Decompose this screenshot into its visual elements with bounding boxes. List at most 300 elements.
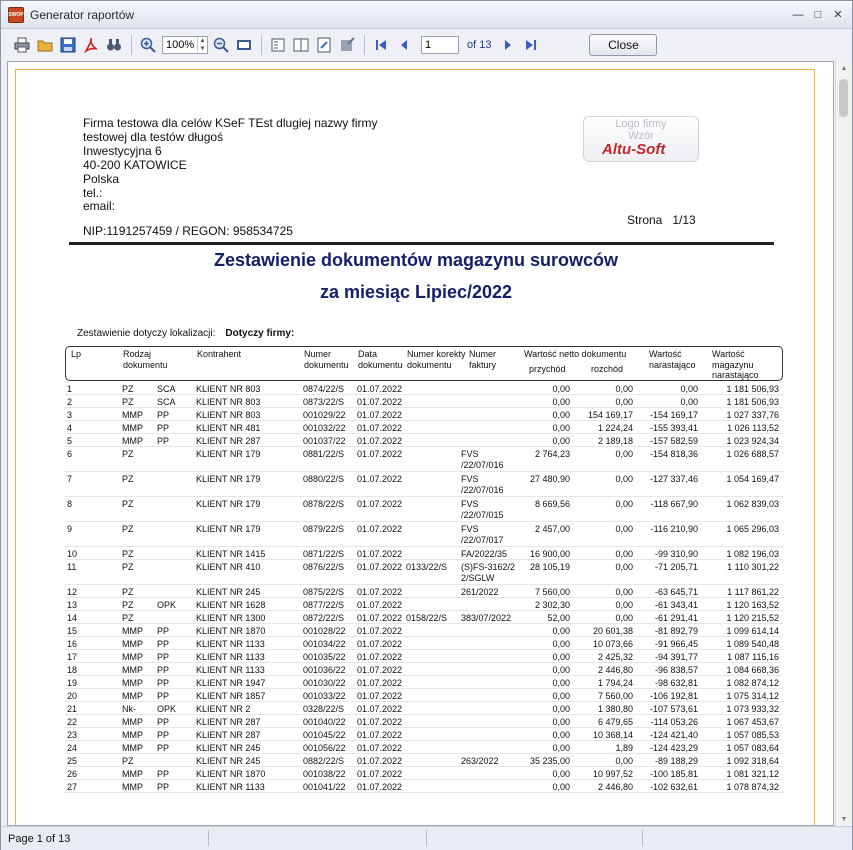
table-cell: 001037/22: [303, 436, 346, 446]
col-rodzaj: Rodzaj dokumentu: [123, 349, 168, 370]
window-title: Generator raportów: [30, 7, 135, 22]
table-cell: 2 446,80: [597, 782, 633, 792]
table-cell: KLIENT NR 1133: [196, 639, 265, 649]
table-cell: 0,00: [615, 524, 633, 534]
table-cell: 7 560,00: [597, 691, 633, 701]
table-cell: 35 235,00: [529, 756, 570, 766]
table-cell: 16 900,00: [529, 549, 570, 559]
table-cell: 8 669,56: [534, 499, 570, 509]
table-cell: 2 457,00: [534, 524, 570, 534]
table-cell: SCA: [157, 384, 176, 394]
table-cell: KLIENT NR 1133: [196, 665, 265, 675]
binoculars-icon: [106, 37, 122, 53]
table-cell: 1 224,24: [597, 423, 633, 433]
table-cell: MMP: [122, 652, 143, 662]
table-cell: 1 057 083,64: [726, 743, 779, 753]
table-cell: MMP: [122, 769, 143, 779]
report-meta: [77, 328, 294, 339]
table-row: [65, 624, 783, 637]
table-cell: -127 337,46: [649, 474, 698, 484]
table-cell: 20: [67, 691, 78, 701]
table-cell: 263/2022: [461, 756, 499, 766]
table-header: [65, 346, 783, 381]
table-cell: KLIENT NR 1947: [196, 678, 266, 688]
table-cell: 001033/22: [303, 691, 346, 701]
zoom-input[interactable]: [162, 36, 208, 54]
table-cell: -157 582,59: [649, 436, 698, 446]
table-row: [65, 754, 783, 767]
table-cell: 1 089 540,48: [726, 639, 779, 649]
table-cell: 21: [67, 704, 78, 714]
table-cell: 01.07.2022: [357, 410, 403, 420]
table-cell: 0,00: [552, 652, 570, 662]
toolbar-separator: [261, 35, 262, 55]
table-cell: PP: [157, 691, 170, 701]
table-cell: 18: [67, 665, 78, 675]
table-cell: -81 892,79: [654, 626, 698, 636]
table-cell: 0,00: [615, 397, 633, 407]
table-cell: 0,00: [552, 423, 570, 433]
table-cell: Nk-: [122, 704, 136, 714]
company-logo: [583, 116, 699, 162]
table-cell: PP: [157, 652, 170, 662]
table-row: [65, 767, 783, 780]
report-page: [15, 69, 815, 826]
printer-icon: [14, 37, 30, 53]
table-cell: 0,00: [552, 436, 570, 446]
table-cell: MMP: [122, 639, 143, 649]
table-cell: -99 310,90: [654, 549, 698, 559]
table-cell: 25: [67, 756, 78, 766]
table-cell: 0,00: [680, 397, 698, 407]
status-divider: [208, 830, 209, 846]
table-cell: 001034/22: [303, 639, 346, 649]
table-cell: 0,00: [552, 730, 570, 740]
close-button[interactable]: Close: [589, 34, 657, 56]
table-cell: 1 075 314,12: [726, 691, 779, 701]
scroll-thumb[interactable]: [839, 79, 848, 117]
table-cell: KLIENT NR 1300: [196, 613, 266, 623]
table-cell: 01.07.2022: [357, 436, 403, 446]
table-cell: 0,00: [615, 613, 633, 623]
table-cell: PZ: [122, 524, 134, 534]
table-cell: 0871/22/S: [303, 549, 345, 559]
table-cell: -98 632,81: [654, 678, 698, 688]
table-cell: PZ: [122, 449, 134, 459]
col-przychod: przychód: [529, 364, 566, 374]
page-setup-icon: [316, 37, 332, 53]
table-cell: -114 053,26: [650, 717, 698, 727]
table-cell: PZ: [122, 549, 134, 559]
maximize-icon[interactable]: □: [814, 8, 822, 21]
next-page-icon: [500, 37, 516, 53]
table-cell: FVS /22/07/015: [461, 499, 504, 520]
table-cell: 01.07.2022: [357, 549, 403, 559]
table-cell: -107 573,61: [649, 704, 698, 714]
table-cell: PP: [157, 626, 170, 636]
table-cell: KLIENT NR 1870: [196, 626, 266, 636]
table-cell: 1 120 163,52: [726, 600, 779, 610]
table-cell: 2 425,32: [597, 652, 633, 662]
table-cell: MMP: [122, 691, 143, 701]
table-cell: MMP: [122, 730, 143, 740]
zoom-out-icon: [213, 37, 229, 53]
table-cell: 0,00: [615, 587, 633, 597]
table-cell: MMP: [122, 423, 143, 433]
table-cell: 0,00: [552, 410, 570, 420]
table-cell: -61 291,41: [654, 613, 698, 623]
table-cell: PP: [157, 730, 170, 740]
table-cell: 0878/22/S: [303, 499, 345, 509]
table-cell: 0,00: [615, 549, 633, 559]
table-cell: 01.07.2022: [357, 600, 403, 610]
col-korekty: Numer korekty dokumentu: [407, 349, 466, 370]
table-cell: 0873/22/S: [303, 397, 345, 407]
table-cell: 01.07.2022: [357, 639, 403, 649]
first-page-button[interactable]: [370, 34, 392, 56]
table-cell: 1 062 839,03: [726, 499, 779, 509]
table-cell: 001036/22: [303, 665, 346, 675]
export-pdf-button[interactable]: [80, 34, 102, 56]
last-page-button[interactable]: [520, 34, 542, 56]
table-cell: 10: [67, 549, 78, 559]
table-cell: 0879/22/S: [303, 524, 345, 534]
table-cell: PP: [157, 410, 170, 420]
table-cell: PP: [157, 743, 170, 753]
status-divider: [642, 830, 643, 846]
table-cell: 20 601,38: [592, 626, 633, 636]
table-cell: 01.07.2022: [357, 524, 403, 534]
table-cell: 1,89: [615, 743, 633, 753]
table-cell: 01.07.2022: [357, 474, 403, 484]
table-cell: 27 480,90: [529, 474, 570, 484]
table-cell: 001028/22: [303, 626, 346, 636]
table-cell: 0,00: [552, 717, 570, 727]
table-cell: 01.07.2022: [357, 449, 403, 459]
table-cell: 0877/22/S: [303, 600, 345, 610]
table-cell: 1 082 874,12: [726, 678, 779, 688]
table-cell: 001029/22: [303, 410, 346, 420]
table-row: [65, 522, 783, 547]
table-cell: 19: [67, 678, 78, 688]
table-cell: PP: [157, 782, 170, 792]
table-cell: KLIENT NR 179: [196, 499, 261, 509]
table-cell: KLIENT NR 245: [196, 756, 261, 766]
company-line: Firma testowa dla celów KSeF TEst dlugiej nazwy firmy: [83, 116, 378, 130]
table-cell: MMP: [122, 410, 143, 420]
table-cell: PP: [157, 678, 170, 688]
last-page-icon: [523, 37, 539, 53]
table-cell: 15: [67, 626, 78, 636]
table-cell: PZ: [122, 613, 134, 623]
table-cell: 0133/22/S: [406, 562, 448, 572]
table-cell: 0,00: [552, 626, 570, 636]
table-cell: -106 192,81: [649, 691, 698, 701]
page-number-input[interactable]: [421, 36, 459, 54]
table-cell: PP: [157, 436, 170, 446]
table-cell: 1 078 874,32: [726, 782, 779, 792]
table-cell: 4: [67, 423, 73, 433]
table-cell: 0,00: [615, 600, 633, 610]
table-cell: 001038/22: [303, 769, 346, 779]
table-cell: KLIENT NR 803: [196, 384, 261, 394]
table-cell: 0874/22/S: [303, 384, 345, 394]
table-cell: KLIENT NR 803: [196, 410, 261, 420]
pdf-icon: [83, 37, 99, 53]
zoom-out-button[interactable]: [210, 34, 232, 56]
report-subtitle: za miesiąc Lipiec/2022: [319, 282, 513, 302]
table-cell: 0,00: [552, 782, 570, 792]
report-title: Zestawienie dokumentów magazynu surowców: [213, 250, 619, 270]
report-viewer[interactable]: [7, 61, 834, 826]
scroll-up-icon[interactable]: ▲: [840, 64, 848, 72]
table-cell: 5: [67, 436, 73, 446]
table-cell: 1 057 085,53: [726, 730, 779, 740]
table-cell: 01.07.2022: [357, 691, 403, 701]
col-narastajaco: Wartość narastająco: [649, 349, 696, 370]
single-page-button[interactable]: [267, 34, 289, 56]
table-cell: 1 027 337,76: [726, 410, 779, 420]
zoom-in-button[interactable]: [137, 34, 159, 56]
table-cell: 11: [67, 562, 77, 572]
table-cell: 0,00: [615, 384, 633, 394]
col-kontrahent: Kontrahent: [197, 349, 242, 359]
table-cell: 01.07.2022: [357, 652, 403, 662]
table-cell: PZ: [122, 384, 134, 394]
table-cell: -116 210,90: [650, 524, 698, 534]
table-cell: 0,00: [615, 449, 633, 459]
table-cell: KLIENT NR 179: [196, 449, 261, 459]
table-cell: 6: [67, 449, 73, 459]
table-cell: 2: [67, 397, 73, 407]
table-cell: KLIENT NR 179: [196, 474, 261, 484]
table-cell: 01.07.2022: [357, 730, 403, 740]
logo-brand: Altu-Soft: [602, 141, 666, 158]
table-cell: PZ: [122, 587, 134, 597]
table-cell: KLIENT NR 1133: [196, 652, 265, 662]
table-row: [65, 702, 783, 715]
meta-firm-label: Dotyczy firmy:: [225, 328, 295, 339]
col-numer: Numer dokumentu: [304, 349, 349, 370]
first-page-icon: [373, 37, 389, 53]
table-cell: 01.07.2022: [357, 717, 403, 727]
next-page-button[interactable]: [497, 34, 519, 56]
open-button[interactable]: [34, 34, 56, 56]
edit-button[interactable]: [336, 34, 358, 56]
table-cell: 01.07.2022: [357, 756, 403, 766]
table-cell: PP: [157, 423, 170, 433]
table-cell: 27: [67, 782, 78, 792]
table-cell: 001056/22: [303, 743, 346, 753]
page-number-value: 1: [425, 38, 432, 51]
table-cell: 1 026 113,52: [727, 423, 779, 433]
table-cell: KLIENT NR 481: [196, 423, 261, 433]
table-cell: 12: [67, 587, 78, 597]
table-cell: 1 026 688,57: [726, 449, 779, 459]
table-cell: 28 105,19: [529, 562, 570, 572]
table-cell: 0875/22/S: [303, 587, 345, 597]
table-row: [65, 741, 783, 754]
table-cell: 1 181 506,93: [726, 384, 779, 394]
table-cell: PZ: [122, 562, 134, 572]
table-row: [65, 650, 783, 663]
table-row: [65, 560, 783, 585]
company-line: email:: [83, 199, 116, 214]
table-cell: 383/07/2022: [461, 613, 512, 623]
table-cell: 01.07.2022: [357, 423, 403, 433]
minimize-icon[interactable]: —: [792, 8, 804, 21]
table-cell: 10 073,66: [592, 639, 633, 649]
company-line: tel.:: [83, 185, 103, 200]
table-cell: 01.07.2022: [357, 626, 403, 636]
table-cell: 52,00: [547, 613, 570, 623]
table-row: [65, 497, 783, 522]
table-cell: 26: [67, 769, 78, 779]
table-cell: 0,00: [552, 384, 570, 394]
table-cell: 1 117 861,22: [727, 587, 779, 597]
table-row: [65, 408, 783, 421]
vertical-scrollbar[interactable]: [835, 61, 851, 826]
col-data: Data dokumentu: [358, 349, 403, 370]
table-cell: 1 084 668,36: [726, 665, 779, 675]
table-cell: 0882/22/S: [303, 756, 345, 766]
table-cell: 0,00: [615, 499, 633, 509]
table-cell: KLIENT NR 410: [196, 562, 261, 572]
table-cell: KLIENT NR 245: [196, 587, 261, 597]
table-row: [65, 434, 783, 447]
table-cell: -124 423,29: [649, 743, 698, 753]
close-window-icon[interactable]: ✕: [833, 9, 843, 21]
table-cell: KLIENT NR 287: [196, 717, 261, 727]
table-cell: PZ: [122, 600, 134, 610]
table-cell: -61 343,41: [654, 600, 698, 610]
table-cell: 01.07.2022: [357, 743, 403, 753]
print-button[interactable]: [11, 34, 33, 56]
table-cell: PZ: [122, 474, 134, 484]
table-cell: 01.07.2022: [357, 397, 403, 407]
table-cell: 01.07.2022: [357, 384, 403, 394]
toolbar: [1, 30, 852, 59]
table-cell: MMP: [122, 436, 143, 446]
two-pages-button[interactable]: [290, 34, 312, 56]
table-row: [65, 728, 783, 741]
nip-regon: NIP:1191257459 / REGON: 958534725: [83, 224, 293, 238]
table-row: [65, 585, 783, 598]
table-cell: 0876/22/S: [303, 562, 345, 572]
zoom-in-icon: [140, 37, 156, 53]
table-cell: FVS /22/07/016: [461, 474, 504, 495]
table-cell: 2 302,30: [534, 600, 570, 610]
table-cell: KLIENT NR 1870: [196, 769, 266, 779]
zoom-spinner[interactable]: ▲ ▼: [197, 37, 207, 53]
table-cell: 001035/22: [303, 652, 346, 662]
table-cell: 01.07.2022: [357, 704, 403, 714]
meta-location-label: Zestawienie dotyczy lokalizacji:: [77, 328, 216, 339]
status-divider: [426, 830, 427, 846]
company-line: 40-200 KATOWICE: [83, 157, 187, 172]
table-row: [65, 637, 783, 650]
table-row: [65, 676, 783, 689]
table-cell: 8: [67, 499, 73, 509]
table-cell: 01.07.2022: [357, 562, 403, 572]
table-cell: OPK: [157, 704, 177, 714]
table-cell: FVS /22/07/016: [461, 449, 504, 470]
table-cell: PZ: [122, 397, 134, 407]
table-row: [65, 598, 783, 611]
table-cell: 9: [67, 524, 73, 534]
table-cell: 0,00: [552, 691, 570, 701]
table-cell: 1 081 321,12: [726, 769, 779, 779]
status-bar: [1, 826, 852, 850]
table-cell: MMP: [122, 665, 143, 675]
table-cell: KLIENT NR 179: [196, 524, 261, 534]
company-line: Polska: [83, 171, 120, 186]
table-cell: FA/2022/35: [461, 549, 508, 559]
table-row: [65, 382, 783, 395]
table-cell: 0328/22/S: [303, 704, 345, 714]
table-cell: KLIENT NR 803: [196, 397, 261, 407]
save-button[interactable]: [57, 34, 79, 56]
find-button[interactable]: [103, 34, 125, 56]
table-cell: 01.07.2022: [357, 769, 403, 779]
table-row: [65, 715, 783, 728]
table-cell: PP: [157, 665, 170, 675]
table-cell: 7: [67, 474, 73, 484]
page-setup-button[interactable]: [313, 34, 335, 56]
logo-watermark: Logo firmy Wzór: [615, 118, 667, 142]
table-cell: 1 794,24: [597, 678, 633, 688]
table-cell: KLIENT NR 287: [196, 730, 261, 740]
save-icon: [60, 37, 76, 53]
previous-page-button[interactable]: [393, 34, 415, 56]
table-cell: -89 188,29: [654, 756, 698, 766]
full-page-button[interactable]: [233, 34, 255, 56]
table-cell: KLIENT NR 1857: [196, 691, 266, 701]
col-rozchod: rozchód: [591, 364, 624, 374]
table-row: [65, 689, 783, 702]
table-cell: 0,00: [552, 769, 570, 779]
table-cell: 17: [67, 652, 78, 662]
table-cell: PP: [157, 639, 170, 649]
app-icon-label: SWOP: [8, 11, 24, 18]
table-row: [65, 472, 783, 497]
table-cell: 001045/22: [303, 730, 346, 740]
table-cell: 22: [67, 717, 78, 727]
col-netto: Wartość netto dokumentu: [524, 349, 627, 359]
table-cell: PP: [157, 717, 170, 727]
table-row: [65, 611, 783, 624]
scroll-down-icon[interactable]: ▼: [840, 815, 848, 823]
table-cell: 0,00: [615, 474, 633, 484]
table-cell: KLIENT NR 1133: [196, 782, 265, 792]
table-cell: 0,00: [552, 704, 570, 714]
table-cell: 0158/22/S: [406, 613, 448, 623]
table-cell: MMP: [122, 782, 143, 792]
table-cell: PZ: [122, 499, 134, 509]
table-row: [65, 663, 783, 676]
table-cell: 1 065 296,03: [726, 524, 779, 534]
table-cell: 001041/22: [303, 782, 346, 792]
table-cell: 0881/22/S: [303, 449, 345, 459]
table-cell: 1 067 453,67: [726, 717, 779, 727]
table-cell: 0,00: [552, 397, 570, 407]
table-cell: -118 667,90: [650, 499, 698, 509]
table-cell: 01.07.2022: [357, 678, 403, 688]
page-indicator: Strona 1/13: [627, 213, 696, 227]
toolbar-separator: [364, 35, 365, 55]
table-cell: KLIENT NR 287: [196, 436, 261, 446]
table-cell: 0880/22/S: [303, 474, 345, 484]
